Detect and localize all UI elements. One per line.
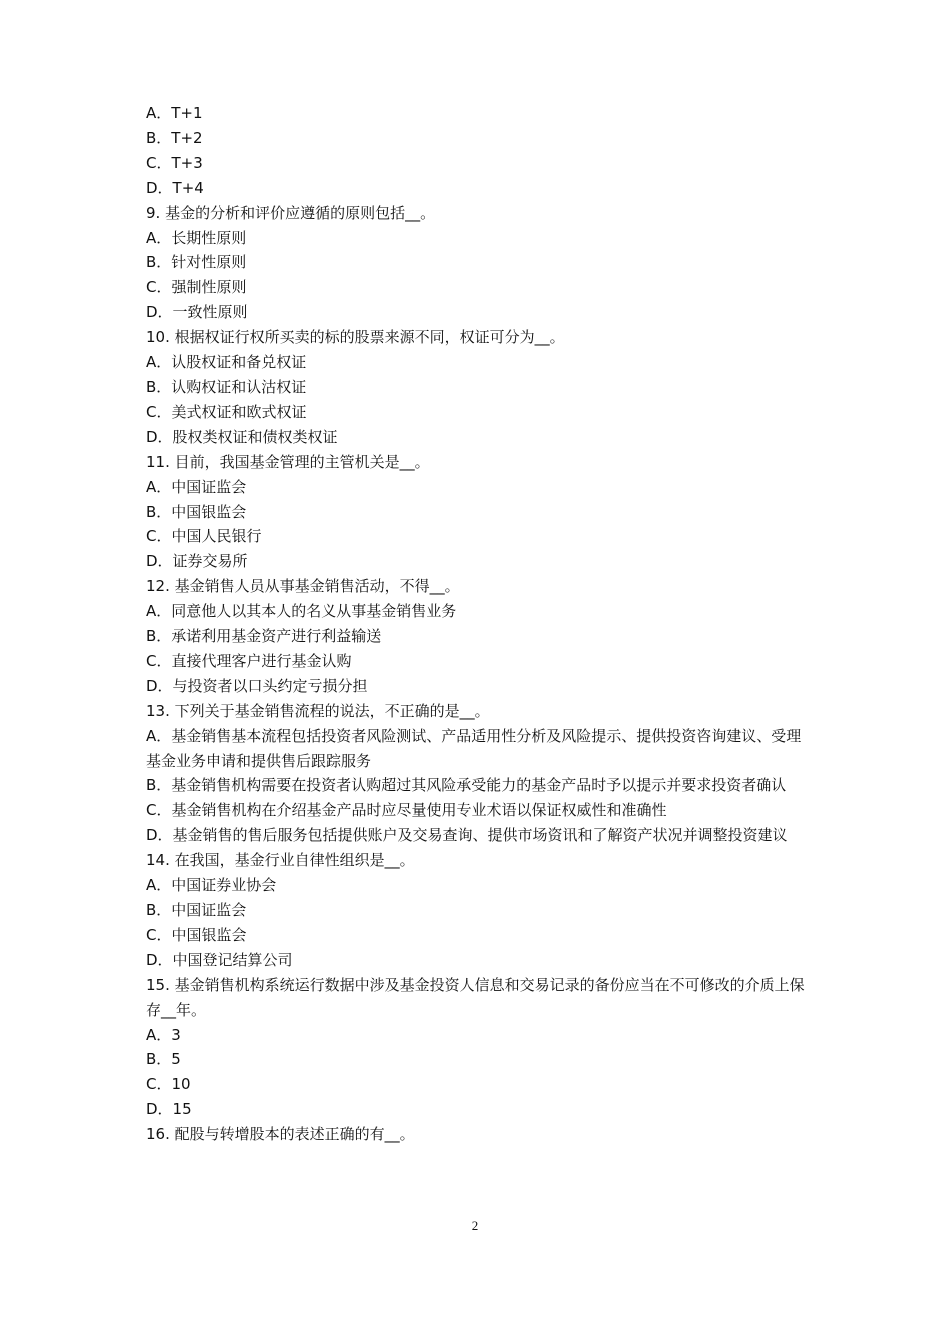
option-line: C．中国银监会 [146,925,247,944]
option-line: A．中国证券业协会 [146,876,277,895]
option-line: B．中国证监会 [146,901,247,919]
option-line: D．证券交易所 [146,552,248,571]
option-line: A．中国证监会 [146,477,247,496]
option-line: D．中国登记结算公司 [146,950,293,969]
option-line: C．美式权证和欧式权证 [146,402,307,421]
option-line: A．3 [146,1025,181,1044]
option-line: C．基金销售机构在介绍基金产品时应尽量使用专业术语以保证权威性和准确性 [146,801,667,820]
option-line: D．15 [146,1100,192,1119]
page-number: 2 [471,1218,479,1233]
option-line: B．5 [146,1050,181,1069]
question-line: 9. 基金的分析和评价应遵循的原则包括__。 [146,203,436,222]
question-line: 13. 下列关于基金销售流程的说法，不正确的是__。 [146,701,490,720]
option-line: D．股权类权证和债权类权证 [146,427,338,446]
option-line: C．直接代理客户进行基金认购 [146,651,352,670]
question-line: 10. 根据权证行权所买卖的标的股票来源不同，权证可分为__。 [146,328,565,347]
question-line: 14. 在我国，基金行业自律性组织是__。 [146,851,415,870]
option-line: B．认购权证和认沽权证 [146,377,307,396]
option-line: C．强制性原则 [146,278,247,297]
question-line: 15. 基金销售机构系统运行数据中涉及基金投资人信息和交易记录的备份应当在不可修改的介质上保存__年。 [146,975,805,1019]
option-line: A．长期性原则 [146,228,247,247]
option-line: D．基金销售的售后服务包括提供账户及交易查询、提供市场资讯和了解资产状况并调整投资建议 [146,826,788,845]
option-line: C．10 [146,1075,191,1094]
question-text-block [146,101,814,1147]
option-line: B．T+2 [146,128,203,147]
question-line: 12. 基金销售人员从事基金销售活动，不得__。 [146,577,460,596]
option-line: B．承诺利用基金资产进行利益输送 [146,627,382,646]
option-line: D．一致性原则 [146,303,248,322]
option-line: C．T+3 [146,153,203,172]
option-line: B．基金销售机构需要在投资者认购超过其风险承受能力的基金产品时予以提示并要求投资者确认 [146,776,787,795]
option-line: D．与投资者以口头约定亏损分担 [146,676,368,695]
option-line: C．中国人民银行 [146,527,262,546]
option-line: A．认股权证和备兑权证 [146,353,307,372]
option-line: A．基金销售基本流程包括投资者风险测试、产品适用性分析及风险提示、提供投资咨询建议、受理基金业务申请和提供售后跟踪服务 [146,726,802,770]
option-line: B．中国银监会 [146,502,247,521]
question-line: 16. 配股与转增股本的表述正确的有__。 [146,1125,415,1144]
option-line: A．同意他人以其本人的名义从事基金销售业务 [146,602,457,621]
option-line: A．T+1 [146,104,203,122]
option-line: B．针对性原则 [146,253,247,272]
option-line: D．T+4 [146,178,204,197]
question-line: 11. 目前，我国基金管理的主管机关是__。 [146,452,430,471]
